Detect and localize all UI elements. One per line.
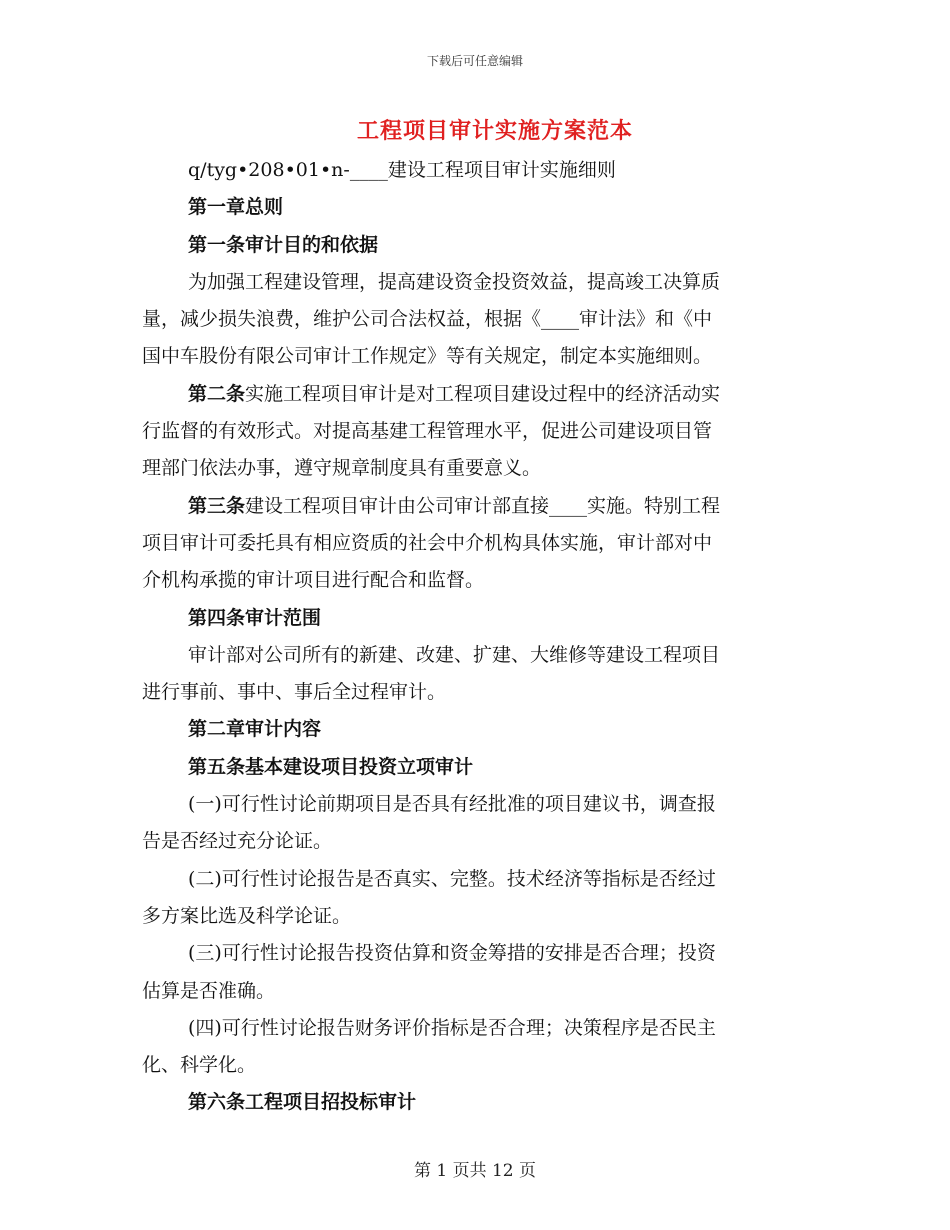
line-text: (二)可行性讨论报告是否真实、完整。技术经济等指标是否经过 [188, 867, 716, 890]
line-text: (四)可行性讨论报告财务评价指标是否合理；决策程序是否民主 [188, 1016, 716, 1039]
body-line [142, 861, 798, 898]
line-text: 项目审计可委托具有相应资质的社会中介机构具体实施，审计部对中 [142, 531, 713, 554]
body-line [142, 823, 798, 860]
body-line [142, 562, 798, 599]
line-text: 第一章总则 [188, 196, 284, 219]
line-text: 为加强工程建设管理，提高建设资金投资效益，提高竣工决算质 [188, 270, 721, 293]
body-line [142, 898, 798, 935]
body-line [142, 600, 798, 637]
line-text: q/tyg•208•01•n-____建设工程项目审计实施细则 [188, 159, 616, 181]
page-footer: 第 1 页共 12 页 [413, 1161, 537, 1181]
body-line [142, 413, 798, 450]
body-line [142, 264, 798, 301]
body-line [142, 189, 798, 226]
line-text: 实施工程项目审计是对工程项目建设过程中的经济活动实 [245, 382, 721, 405]
line-text: 进行事前、事中、事后全过程审计。 [142, 681, 447, 704]
header-note: 下载后可任意编辑 [426, 54, 523, 68]
line-text: 第五条基本建设项目投资立项审计 [188, 755, 474, 778]
line-text: 第二章审计内容 [188, 718, 322, 741]
body-line [142, 711, 798, 748]
body-line [142, 973, 798, 1010]
line-text: 告是否经过充分论证。 [142, 830, 333, 853]
body-line [142, 749, 798, 786]
body-line [142, 152, 798, 189]
document-title: 工程项目审计实施方案范本 [356, 118, 633, 144]
line-text: 第一条审计目的和依据 [188, 233, 379, 256]
body-line [142, 935, 798, 972]
body-line [142, 786, 798, 823]
document-body [142, 152, 798, 1122]
line-text: 行监督的有效形式。对提高基建工程管理水平，促进公司建设项目管 [142, 420, 713, 443]
line-text: 国中车股份有限公司审计工作规定》等有关规定，制定本实施细则。 [142, 345, 713, 368]
body-line [142, 1010, 798, 1047]
line-text: (三)可行性讨论报告投资估算和资金筹措的安排是否合理；投资 [188, 942, 716, 965]
body-line [142, 301, 798, 338]
line-text: 理部门依法办事，遵守规章制度具有重要意义。 [142, 457, 542, 480]
line-text: 审计部对公司所有的新建、改建、扩建、大维修等建设工程项目 [188, 643, 721, 666]
body-line [142, 1084, 798, 1121]
line-text: 第六条工程项目招投标审计 [188, 1091, 417, 1114]
body-line [142, 450, 798, 487]
body-line [142, 376, 798, 413]
article-number: 第二条 [188, 382, 246, 405]
body-line [142, 674, 798, 711]
body-line [142, 1047, 798, 1084]
line-text: (一)可行性讨论前期项目是否具有经批准的项目建议书，调查报 [188, 793, 716, 816]
line-text: 介机构承揽的审计项目进行配合和监督。 [142, 569, 485, 592]
line-text: 化、科学化。 [142, 1054, 257, 1077]
line-text: 估算是否准确。 [142, 979, 276, 1002]
body-line [142, 525, 798, 562]
line-text: 多方案比选及科学论证。 [142, 904, 352, 927]
body-line [142, 637, 798, 674]
body-line [142, 488, 798, 525]
line-text: 第四条审计范围 [188, 606, 322, 629]
body-line [142, 227, 798, 264]
body-line [142, 338, 798, 375]
line-text: 量，减少损失浪费，维护公司合法权益，根据《____审计法》和《中 [142, 308, 713, 331]
line-text: 建设工程项目审计由公司审计部直接____实施。特别工程 [245, 494, 721, 517]
article-number: 第三条 [188, 494, 246, 517]
